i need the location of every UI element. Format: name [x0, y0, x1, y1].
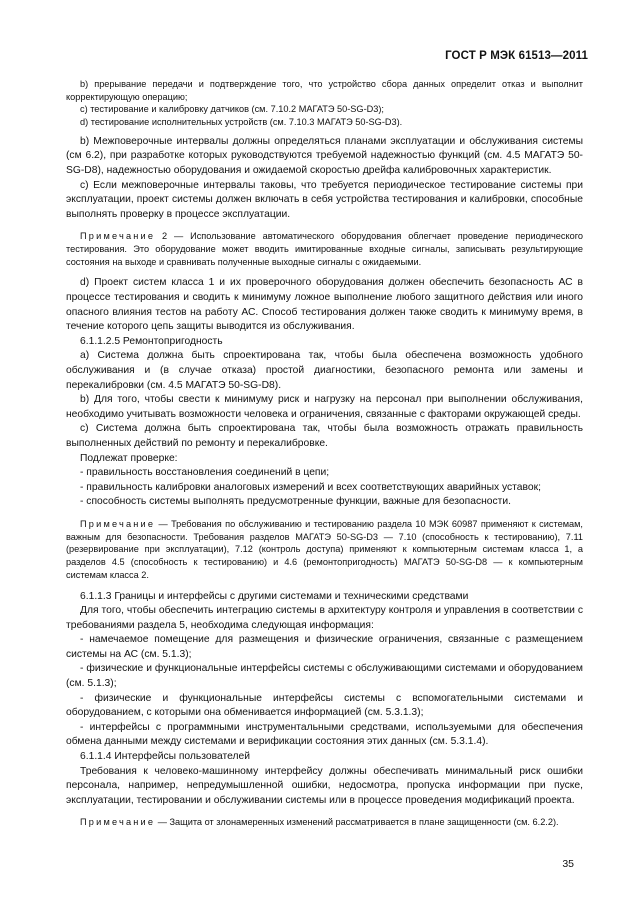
list-item: - способность системы выполнять предусмотренные функции, важные для безопасности.: [80, 496, 511, 508]
list-item: b) прерывание передачи и подтверждение того, что устройство сбора данных определит отказ и выполнит корректирующую операцию;: [66, 79, 583, 102]
list-item: - правильность калибровки аналоговых измерений и всех соответствующих аварийных уставок;: [80, 481, 541, 493]
note-label: Примечание: [80, 518, 156, 529]
note-label: Примечание: [80, 231, 156, 242]
list-item: - интерфейсы с программными инструментальными средствами, используемыми для обеспечения обмена данными между системами и верификации состояния этих данных (см. 5.3.1.4).: [66, 721, 583, 748]
list-item: d) тестирование исполнительных устройств (см. 7.10.3 МАГАТЭ 50-SG-D3).: [80, 117, 403, 128]
list-item: c) тестирование и калибровку датчиков (см. 7.10.2 МАГАТЭ 50-SG-D3);: [80, 104, 384, 115]
note-text: 2 — Использование автоматического оборудования облегчает проведение периодического тестирования. Это оборудование может вводить имитированные входные сигналы, записывать результирующие состояния на выходе и сравнивать полученные выходные сигналы с ожидаемыми.: [66, 231, 583, 267]
section-heading: 6.1.1.3 Границы и интерфейсы с другими системами и техническими средствами: [80, 590, 469, 602]
paragraph: Для того, чтобы обеспечить интеграцию системы в архитектуру контроля и управления в соответствии с требованиями раздела 5, необходима следующая информация:: [66, 605, 583, 631]
paragraph: Подлежат проверке:: [80, 452, 178, 464]
note-text: — Требования по обслуживанию и тестированию раздела 10 МЭК 60987 применяют к системам, важным для безопасности. Требования разделов МАГАТЭ 50-SG-D3 — 7.10 (способность к тестированию), 7.11 (резервирование при эксплуатации), 7.12 (контроль доступа) применяют к компьютерным системам класса 1, а разделов 4.5 (способность к тестированию) и 4.6 (ремонтопригодность) МАГАТЭ 50-SG-D8 — к компьютерным системам класса 2.: [66, 518, 583, 580]
page-number: 35: [562, 858, 574, 870]
section-heading: 6.1.1.4 Интерфейсы пользователей: [80, 751, 250, 763]
paragraph: c) Если межповерочные интервалы таковы, что требуется периодическое тестирование системы при эксплуатации, проект системы должен включать в себя устройства тестирования и калибровки, способные выполнять проверку в процессе эксплуатации.: [66, 179, 583, 220]
note: [66, 230, 583, 268]
paragraph: d) Проект систем класса 1 и их проверочного оборудования должен обеспечить безопасность АС в процессе тестирования и сводить к минимуму ложное выполнение любого защитного действия или иного опасного влияния тестов на работу АС. Способ тестирования должен также сводить к минимуму время, в течение которого цепь защиты выводится из обслуживания.: [66, 277, 583, 333]
note-label: Примечание: [80, 817, 156, 828]
paragraph: b) Для того, чтобы свести к минимуму риск и нагрузку на персонал при выполнении обслуживания, необходимо учитывать возможности человека и ограничения, связанные с факторами окружающей среды.: [66, 394, 583, 420]
note-text: — Защита от злонамеренных изменений рассматривается в плане защищенности (см. 6.2.2).: [155, 817, 559, 828]
paragraph: b) Межповерочные интервалы должны определяться планами эксплуатации и обслуживания системы (см 6.2), при разработке которых руководствуются требуемой надежностью функций (см. 4.5 МАГАТЭ 50-SG-D8), надежностью оборудования и ожидаемой скоростью дрейфа калибровочных характеристик.: [66, 135, 583, 176]
document-header: ГОСТ Р МЭК 61513—2011: [445, 50, 588, 62]
list-item: - правильность восстановления соединений в цепи;: [80, 467, 330, 479]
list-item: - физические и функциональные интерфейсы системы с вспомогательными системами и оборудованием, с которыми она обменивается информацией (см. 5.3.1.3);: [66, 692, 583, 719]
list-item: - физические и функциональные интерфейсы системы с обслуживающими системами и оборудованием (см. 5.1.3);: [66, 663, 583, 690]
document-body: [66, 78, 583, 829]
note: [66, 518, 583, 582]
paragraph: Требования к человеко-машинному интерфейсу должны обеспечивать минимальный риск ошибки персонала, например, непредумышленной ошибки, недосмотра, пропуска информации при пуске, эксплуатации, тестировании и обслуживании системы или в процессе проведения модификаций проекта.: [66, 765, 583, 806]
note: [66, 816, 583, 829]
list-item: - намечаемое помещение для размещения и физические ограничения, связанные с размещением системы на АС (см. 5.1.3);: [66, 634, 583, 660]
paragraph: c) Система должна быть спроектирована так, чтобы была возможность отражать правильность выполненных действий по ремонту и перекалибровке.: [66, 423, 583, 450]
section-heading: 6.1.1.2.5 Ремонтопригодность: [80, 335, 223, 347]
paragraph: a) Система должна быть спроектирована так, чтобы была обеспечена возможность удобного обслуживания и (в случае отказа) простой диагностики, безопасного ремонта или замены и перекалибровки (см. 4.5 МАГАТЭ 50-SG-D8).: [66, 350, 583, 391]
